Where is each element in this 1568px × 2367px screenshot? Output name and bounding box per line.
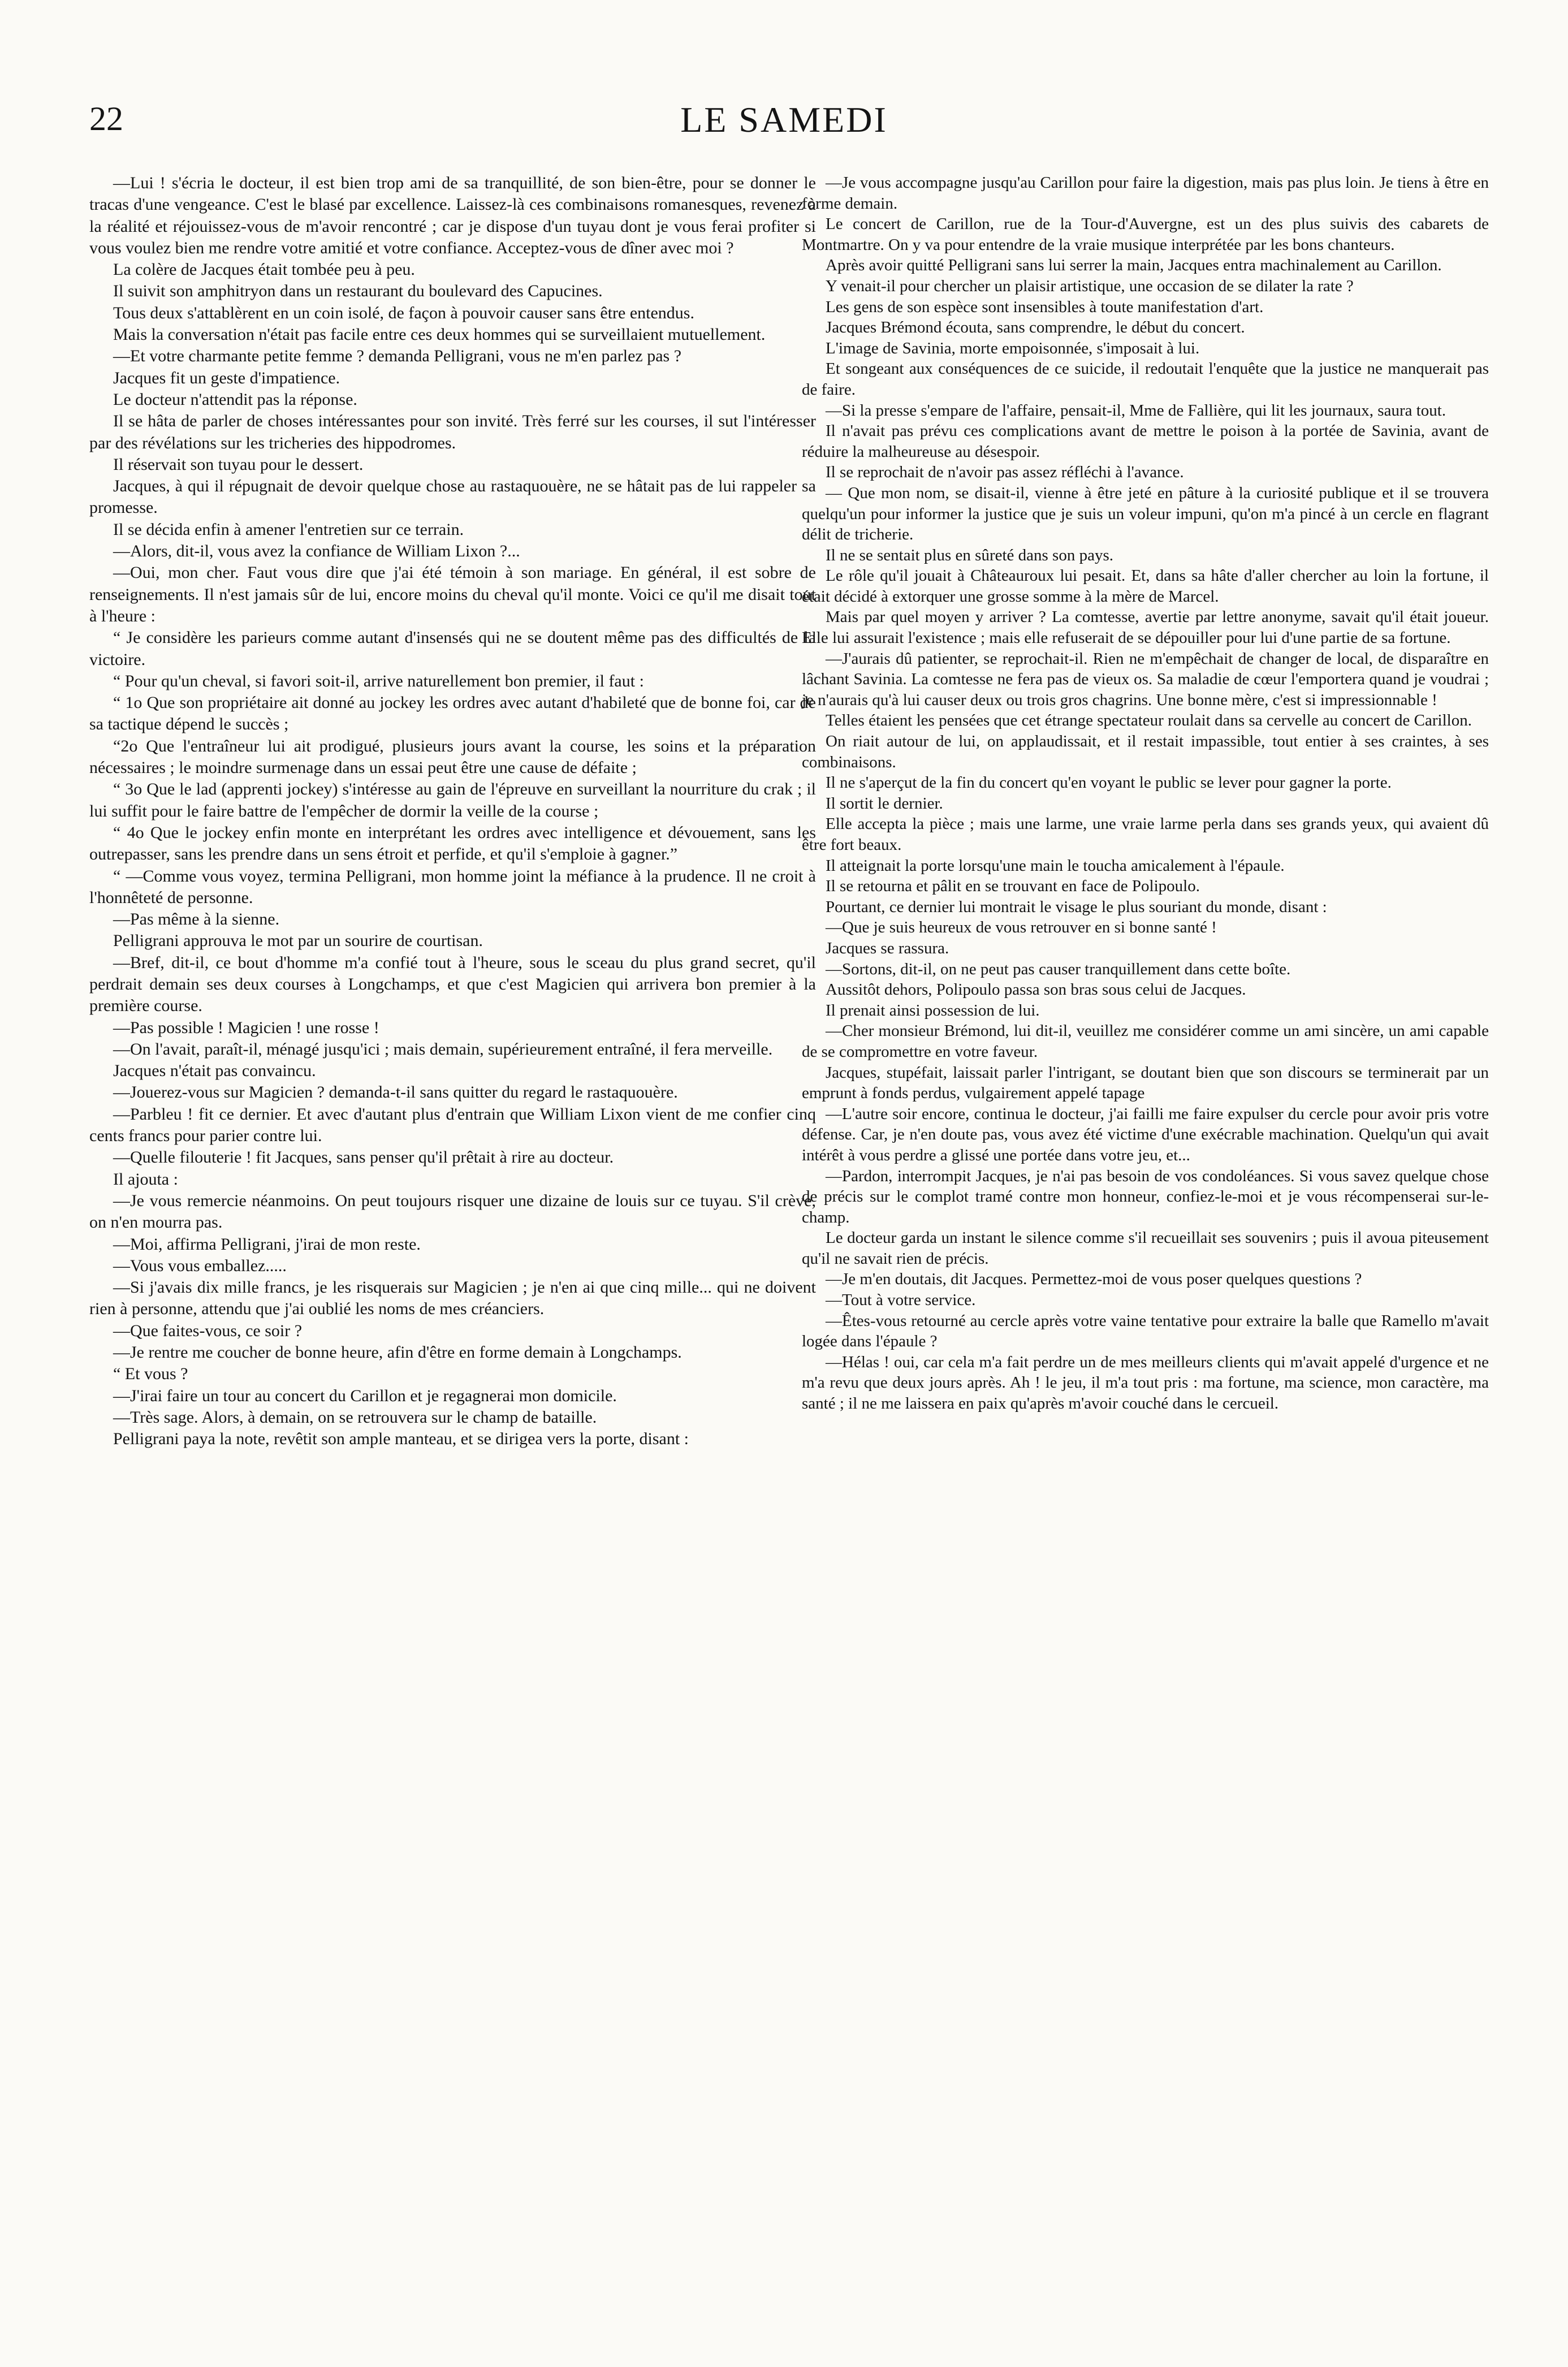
paragraph: —Je m'en doutais, dit Jacques. Permettez-moi de vous poser quelques questions ? <box>826 1270 1362 1289</box>
right-column <box>802 172 1489 1414</box>
running-title: LE SAMEDI <box>680 100 888 140</box>
paragraph: —Pas même à la sienne. <box>113 910 280 929</box>
paragraph: —Alors, dit-il, vous avez la confiance de William Lixon ?... <box>113 542 520 561</box>
paragraph: Il ne se sentait plus en sûreté dans son pays. <box>826 546 1114 564</box>
paragraph: “ 4o Que le jockey enfin monte en interprétant les ordres avec intelligence et dévouement, sans les outrepasser, sans les prendre dans un sens étroit et perfide, et qu'il s'emploie à gagner.” <box>89 823 816 864</box>
paragraph: —Je rentre me coucher de bonne heure, afin d'être en forme demain à Longchamps. <box>113 1343 682 1362</box>
paragraph: Le docteur garda un instant le silence comme s'il recueillait ses souvenirs ; puis il avoua piteusement qu'il ne savait rien de précis. <box>802 1229 1489 1268</box>
paragraph: Il sortit le dernier. <box>826 794 943 813</box>
paragraph: Le rôle qu'il jouait à Châteauroux lui pesait. Et, dans sa hâte d'aller chercher au loin la fortune, il était décidé à extorquer une grosse somme à la mère de Marcel. <box>802 567 1489 606</box>
paragraph: “ Et vous ? <box>113 1364 188 1384</box>
paragraph: Elle accepta la pièce ; mais une larme, une vraie larme perla dans ses grands yeux, qui avaient dû être fort beaux. <box>802 815 1489 854</box>
paragraph: Et songeant aux conséquences de ce suicide, il redoutait l'enquête que la justice ne manquerait pas de faire. <box>802 360 1489 399</box>
paragraph: —Je vous remercie néanmoins. On peut toujours risquer une dizaine de louis sur ce tuyau. S'il crève, on n'en mourra pas. <box>89 1191 816 1232</box>
paragraph: —Pas possible ! Magicien ! une rosse ! <box>113 1018 379 1037</box>
paragraph: —On l'avait, paraît-il, ménagé jusqu'ici ; mais demain, supérieurement entraîné, il fera merveille. <box>113 1039 773 1059</box>
paragraph: —Hélas ! oui, car cela m'a fait perdre un de mes meilleurs clients qui m'avait appelé d'urgence et ne m'a revu que deux jours après. Ah ! le jeu, il m'a tout pris : ma fortune, ma science, mon caractère, ma santé ; il ne me laissera en paix qu'après m'avoir couché dans le cercueil. <box>802 1353 1489 1413</box>
paragraph: Telles étaient les pensées que cet étrange spectateur roulait dans sa cervelle au concert de Carillon. <box>826 711 1472 730</box>
paragraph: Jacques, stupéfait, laissait parler l'intrigant, se doutant bien que son discours se terminerait par un emprunt à fonds perdus, vulgairement appelé tapage <box>802 1063 1489 1103</box>
paragraph: Il n'avait pas prévu ces complications avant de mettre le poison à la portée de Savinia, avant de réduire la malheureuse au désespoir. <box>802 422 1489 461</box>
paragraph: —Pardon, interrompit Jacques, je n'ai pas besoin de vos condoléances. Si vous savez quelque chose de précis sur le complot tramé contre mon honneur, confiez-le-moi et je vous récompenserai sur-le-champ. <box>802 1167 1489 1226</box>
paragraph: Les gens de son espèce sont insensibles à toute manifestation d'art. <box>826 297 1264 316</box>
paragraph: —Parbleu ! fit ce dernier. Et avec d'autant plus d'entrain que William Lixon vient de me confier cinq cents francs pour parier contre lui. <box>89 1104 816 1146</box>
paragraph: “ —Comme vous voyez, termina Pelligrani, mon homme joint la méfiance à la prudence. Il ne croit à l'honnêteté de personne. <box>89 866 816 907</box>
paragraph: Mais la conversation n'était pas facile entre ces deux hommes qui se surveillaient mutuellement. <box>113 325 766 344</box>
paragraph: Il se hâta de parler de choses intéressantes pour son invité. Très ferré sur les courses, il sut l'intéresser par des révélations sur les tricheries des hippodromes. <box>89 412 816 452</box>
paragraph: Jacques n'était pas convaincu. <box>113 1061 316 1081</box>
paragraph: —L'autre soir encore, continua le docteur, j'ai failli me faire expulser du cercle pour avoir pris votre défense. Car, je n'en doute pas, vous avez été victime d'une exécrable machination. Quelqu'un qui avait intérêt à vous perdre a glissé une portée dans votre jeu, et... <box>802 1104 1489 1164</box>
paragraph: —Cher monsieur Brémond, lui dit-il, veuillez me considérer comme un ami sincère, un ami capable de se compromettre en votre faveur. <box>802 1022 1489 1061</box>
paragraph: “ 1o Que son propriétaire ait donné au jockey les ordres avec autant d'habileté que de bonne foi, car de sa tactique dépend le succès ; <box>89 693 816 734</box>
paragraph: Y venait-il pour chercher un plaisir artistique, une occasion de se dilater la rate ? <box>826 277 1354 295</box>
paragraph: “ Pour qu'un cheval, si favori soit-il, arrive naturellement bon premier, il faut : <box>113 671 644 690</box>
paragraph: — Que mon nom, se disait-il, vienne à être jeté en pâture à la curiosité publique et il se trouvera quelqu'un pour informer la justice que je suis un voleur impuni, qu'on m'a pincé à un cercle en flagrant délit de tricherie. <box>802 483 1489 544</box>
paragraph: Il se reprochait de n'avoir pas assez réfléchi à l'avance. <box>826 463 1184 482</box>
paragraph: —Lui ! s'écria le docteur, il est bien trop ami de sa tranquillité, de son bien-être, pour se donner le tracas d'une vengeance. C'est le blasé par excellence. Laissez-là ces combinaisons romanesques, revenez à la réalité et réjouissez-vous de m'avoir rencontré ; car je dispose d'un tuyau dont je vous ferai profiter si vous voulez bien me rendre votre amitié et votre confiance. Acceptez-vous de dîner avec moi ? <box>89 174 816 257</box>
paragraph: Il réservait son tuyau pour le dessert. <box>113 455 364 474</box>
paragraph: —J'aurais dû patienter, se reprochait-il. Rien ne m'empêchait de changer de local, de disparaître en lâchant Savinia. La comtesse ne fera pas de vieux os. Sa maladie de cœur l'emportera quand je voudrai ; je n'aurais qu'à lui causer deux ou trois gros chagrins. Une bonne mère, c'est si impressionnable ! <box>802 649 1489 709</box>
paragraph: “ 3o Que le lad (apprenti jockey) s'intéresse au gain de l'épreuve en surveillant la nourriture du crak ; il lui suffit pour le faire battre de l'empêcher de dormir la veille de la course ; <box>89 780 816 820</box>
paragraph: Le docteur n'attendit pas la réponse. <box>113 390 357 409</box>
paragraph: Jacques se rassura. <box>826 939 949 957</box>
paragraph: La colère de Jacques était tombée peu à peu. <box>113 260 415 279</box>
page-header <box>0 0 1568 170</box>
paragraph: Jacques fit un geste d'impatience. <box>113 368 340 387</box>
page-number: 22 <box>89 100 123 137</box>
paragraph: Après avoir quitté Pelligrani sans lui serrer la main, Jacques entra machinalement au Carillon. <box>826 256 1442 275</box>
paragraph: —Très sage. Alors, à demain, on se retrouvera sur le champ de bataille. <box>113 1407 597 1427</box>
paragraph: —Vous vous emballez..... <box>113 1256 287 1275</box>
paragraph: —Oui, mon cher. Faut vous dire que j'ai été témoin à son mariage. En général, il est sobre de renseignements. Il n'est jamais sûr de lui, encore moins du cheval qu'il monte. Voici ce qu'il me disait tout à l'heure : <box>89 563 816 625</box>
paragraph: Il atteignait la porte lorsqu'une main le toucha amicalement à l'épaule. <box>826 856 1285 875</box>
paragraph: —Êtes-vous retourné au cercle après votre vaine tentative pour extraire la balle que Ramello m'avait logée dans l'épaule ? <box>802 1311 1489 1351</box>
paragraph: —Que je suis heureux de vous retrouver en si bonne santé ! <box>826 918 1217 937</box>
paragraph: Pourtant, ce dernier lui montrait le visage le plus souriant du monde, disant : <box>826 897 1327 916</box>
paragraph: —J'irai faire un tour au concert du Carillon et je regagnerai mon domicile. <box>113 1386 617 1405</box>
paragraph: Il prenait ainsi possession de lui. <box>826 1001 1040 1020</box>
paragraph: L'image de Savinia, morte empoisonnée, s'imposait à lui. <box>826 339 1200 357</box>
paragraph: Aussitôt dehors, Polipoulo passa son bras sous celui de Jacques. <box>826 981 1246 999</box>
paragraph: “2o Que l'entraîneur lui ait prodigué, plusieurs jours avant la course, les soins et la préparation nécessaires ; le moindre surmenage dans un essai peut être une cause de défaite ; <box>89 736 816 778</box>
paragraph: —Moi, affirma Pelligrani, j'irai de mon reste. <box>113 1234 421 1254</box>
paragraph: Jacques Brémond écouta, sans comprendre, le début du concert. <box>826 318 1245 337</box>
paragraph: Pelligrani approuva le mot par un sourire de courtisan. <box>113 931 483 951</box>
left-column <box>89 172 816 1450</box>
paragraph: —Quelle filouterie ! fit Jacques, sans penser qu'il prêtait à rire au docteur. <box>113 1148 614 1167</box>
paragraph: —Si j'avais dix mille francs, je les risquerais sur Magicien ; je n'en ai que cinq mille... qui ne doivent rien à personne, attendu que j'ai oublié les noms de mes créanciers. <box>89 1278 816 1319</box>
paragraph: Pelligrani paya la note, revêtit son ample manteau, et se dirigea vers la porte, disant : <box>113 1429 689 1449</box>
paragraph: —Bref, dit-il, ce bout d'homme m'a confié tout à l'heure, sous le sceau du plus grand secret, qu'il perdrait demain ses deux courses à Longchamps, et que c'est Magicien qui arrivera bon premier à la première course. <box>89 953 816 1016</box>
paragraph: —Je vous accompagne jusqu'au Carillon pour faire la digestion, mais pas plus loin. Je tiens à être en forme demain. <box>802 174 1489 213</box>
paragraph: Le concert de Carillon, rue de la Tour-d'Auvergne, est un des plus suivis des cabarets de Montmartre. On y va pour entendre de la vraie musique interprétée par les bons chanteurs. <box>802 215 1489 254</box>
paragraph: Il se décida enfin à amener l'entretien sur ce terrain. <box>113 520 464 539</box>
paragraph: Il se retourna et pâlit en se trouvant en face de Polipoulo. <box>826 877 1200 896</box>
paragraph: Jacques, à qui il répugnait de devoir quelque chose au rastaquouère, ne se hâtait pas de lui rappeler sa promesse. <box>89 477 816 517</box>
paragraph: —Sortons, dit-il, on ne peut pas causer tranquillement dans cette boîte. <box>826 960 1291 978</box>
paragraph: Mais par quel moyen y arriver ? La comtesse, avertie par lettre anonyme, savait qu'il était joueur. Elle lui assurait l'existence ; mais elle refuserait de se dépouiller pour lui d'une partie de sa fortune. <box>802 608 1489 647</box>
paragraph: —Et votre charmante petite femme ? demanda Pelligrani, vous ne m'en parlez pas ? <box>113 347 682 366</box>
paragraph: —Si la presse s'empare de l'affaire, pensait-il, Mme de Fallière, qui lit les journaux, saura tout. <box>826 401 1446 420</box>
paragraph: —Que faites-vous, ce soir ? <box>113 1321 303 1340</box>
paragraph: —Jouerez-vous sur Magicien ? demanda-t-il sans quitter du regard le rastaquouère. <box>113 1083 678 1102</box>
paragraph: Tous deux s'attablèrent en un coin isolé, de façon à pouvoir causer sans être entendus. <box>113 303 694 322</box>
paragraph: —Tout à votre service. <box>826 1291 976 1310</box>
paragraph: Il ajouta : <box>113 1169 178 1189</box>
paragraph: Il ne s'aperçut de la fin du concert qu'en voyant le public se lever pour gagner la porte. <box>826 774 1392 792</box>
paragraph: Il suivit son amphitryon dans un restaurant du boulevard des Capucines. <box>113 282 603 301</box>
paragraph: “ Je considère les parieurs comme autant d'insensés qui ne se doutent même pas des difficultés de la victoire. <box>89 628 816 669</box>
paragraph: On riait autour de lui, on applaudissait, et il restait impassible, tout entier à ses craintes, à ses combinaisons. <box>802 732 1489 771</box>
